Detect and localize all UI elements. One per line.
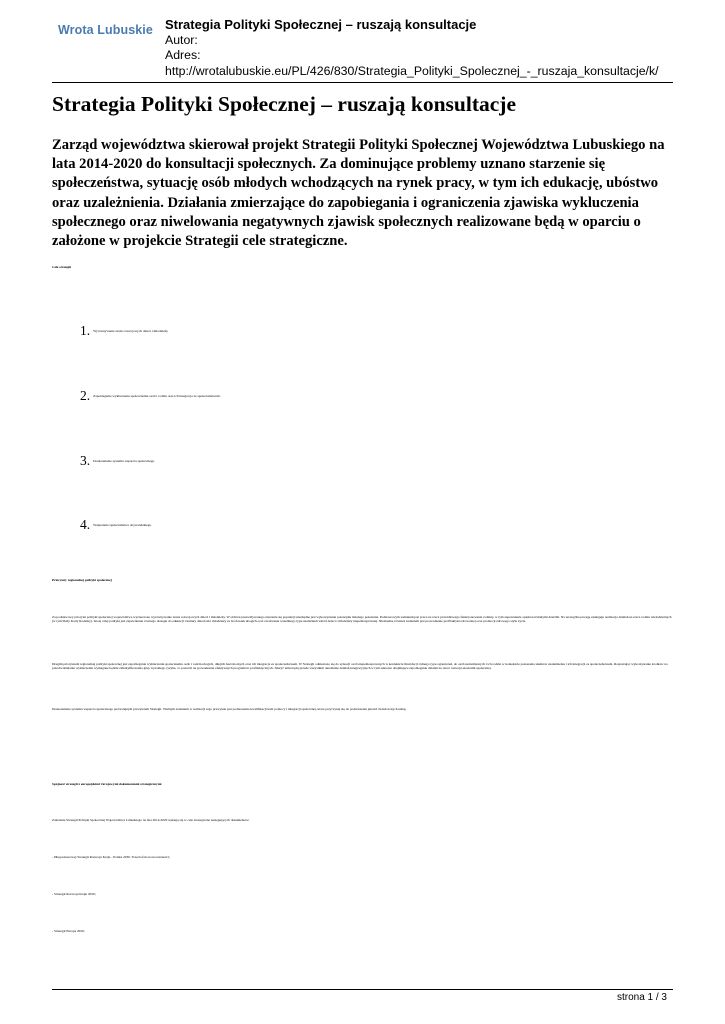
priority-paragraph-1: Za podstawowy priorytet polityki społecznej województwa wyznaczono wyrównywanie szans rozwojowych dzieci i młodzieży. W obliczu przewidywanego starzenia się populacji niezbędne jest wykorzystanie potencjału młodego pokolenia. Podstawowym zadaniem jest praca na rzecz prawidłowego funkcjonowania rodziny, w tym zapewnienie opieki nad małymi dziećmi. Na szczególną uwagę zasługuje realizacja działań na rzecz rodzin wielodzietnych (w tym Duży Karty Rodziny). Istotą całej polityki jest zapewnienie równego dostępu do edukacji i kultury dzieciom i młodzieży ze środowisk ubogich oraz zwalczanie wszelkiego typu uzależnień wśród dzieci i młodzieży niepełnosprawnej. Niezbędne również zadaniem jest prowadzenie profilaktyki zdrowotnej oraz promocji zdrowego stylu życia. bbox=[52, 615, 672, 624]
header-address-label: Adres: bbox=[165, 48, 201, 63]
header-divider bbox=[52, 82, 673, 83]
header-url[interactable]: http://wrotalubuskie.eu/PL/426/830/Strategia_Polityki_Spolecznej_-_ruszaja_konsultacje/k/ bbox=[165, 63, 659, 78]
goal-text: Zapobieganie wykluczeniu społecznemu osób i rodzin oraz ich integracja ze społeczeństwem. bbox=[93, 394, 221, 399]
goal-text: Wspieranie społeczeństwa obywatelskiego. bbox=[93, 523, 152, 528]
article-title: Strategia Polityki Społecznej – ruszają konsultacje bbox=[52, 92, 516, 116]
header-info bbox=[165, 17, 659, 79]
goal-item-3 bbox=[80, 452, 155, 470]
goal-item-4 bbox=[80, 516, 152, 534]
document-item-2: - Strategii Rozwoju Kraju 2020; bbox=[52, 892, 96, 896]
footer-divider bbox=[52, 989, 673, 990]
header-author-label: Autor: bbox=[165, 32, 198, 47]
priorities-heading: Priorytety regionalnej polityki społecznej bbox=[52, 578, 112, 582]
document-item-1: - Długookresowej Strategii Rozwoju Kraju - Polska 2030. Trzecia fala nowoczesności; bbox=[52, 855, 170, 859]
goal-number: 3. bbox=[80, 453, 91, 468]
document-item-3: - Strategii Europa 2020; bbox=[52, 929, 85, 933]
goals-heading: Cele strategii bbox=[52, 265, 72, 269]
article-lead: Zarząd województwa skierował projekt Strategii Polityki Społecznej Województwa Lubuskiego na lata 2014-2020 do konsultacji społecznych. Za dominujące problemy uznano starzenie się społeczeństwa, sytuację osób młodych wchodzących na rynek pracy, w tym ich edukację, ubóstwo oraz uzależnienia. Działania zmierzające do zapobiegania i ograniczenia zjawiska wykluczenia społecznego oraz niwelowania negatywnych zjawisk społecznych realizowane będą w oparciu o założone w projekcie Strategii cele strategiczne. bbox=[52, 137, 665, 250]
goal-number: 2. bbox=[80, 388, 91, 403]
header-title: Strategia Polityki Społecznej – ruszają konsultacje bbox=[165, 17, 477, 32]
site-logo[interactable]: Wrota Lubuskie bbox=[58, 23, 153, 37]
coherence-heading: Spójność strategii z europejskimi i krajowymi dokumentami strategicznymi bbox=[52, 782, 162, 786]
page-number: strona 1 / 3 bbox=[616, 992, 667, 1003]
coherence-paragraph: Założenia Strategii Polityki Społecznej Województwa Lubuskiego na lata 2014-2020 wpisują się w cele strategiczne następujących dokumentów: bbox=[52, 818, 250, 822]
priority-paragraph-2: Drugim priorytetem regionalnej polityki społecznej jest zapobieganie wykluczeniu społecznemu osób i rodzin ubogich, długich bezrobotnych oraz ich integracja ze społeczeństwem. W Strategii odniesiono się do sytuacji osób niepełnosprawnych w kontekście likwidacji różnego typu ograniczeń, do osób uzależnionych i ich rodzin w kontekście pokonania skutków uzależnienia i ich integracji ze społeczeństwem. Rozpatrując wykorzystanie środków na przeciwdziałanie wykluczeniu wymagane będzie zidentyfikowania grup wysokiego ryzyka, co pozwoli na prowadzenie efektywnych programów profilaktycznych. Służyć temu będą przede wszystkim określenie działań integracyjnych w tym sektorze obejmujące zapobieganie działań na rzecz rozwoju ekonomii społecznej. bbox=[52, 662, 668, 671]
goal-number: 1. bbox=[80, 323, 91, 338]
priority-paragraph-3: Doskonalenie systemu wsparcia społecznego jest kolejnym priorytetem Strategii. Ważnym zadaniem w realizacji tego priorytetu jest podnoszenie kwalifikacji kadr pomocy i integracji społecznej, które przyczynią się do podnoszenia jakości świadczonych usług. bbox=[52, 707, 407, 711]
goal-item-2 bbox=[80, 387, 221, 405]
goal-text: Doskonalenie systemu wsparcia społecznego. bbox=[93, 459, 156, 464]
goal-text: Wyrównywanie szans rozwojowych dzieci i młodzieży. bbox=[93, 329, 169, 334]
goal-number: 4. bbox=[80, 517, 91, 532]
goal-item-1 bbox=[80, 322, 168, 340]
